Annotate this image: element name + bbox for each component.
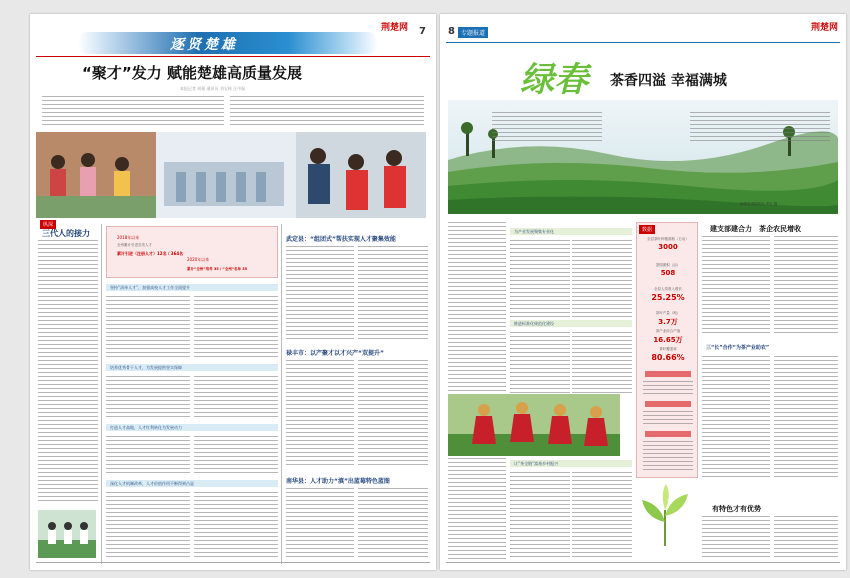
subhead-2: 三“长”合作“为茶产业助农” [706, 345, 770, 351]
article-column [286, 488, 354, 560]
column-divider [281, 224, 282, 564]
article-column [106, 436, 190, 476]
article-column [358, 360, 428, 468]
article-column [448, 222, 506, 562]
sidebar-label: 数据 [639, 225, 655, 234]
page-number: 7 [419, 26, 426, 37]
article-column [572, 240, 632, 320]
section-bar: 培养优秀骨干人才，为发展提供坚实保障 [106, 364, 278, 371]
stat-value: 3000 [658, 243, 678, 251]
subhead-2: 武定县：“组团式”帮扶实现人才聚集效能 [286, 236, 396, 243]
article-column [702, 516, 770, 560]
intro-text [690, 112, 830, 142]
stat-value: 3.7万 [658, 318, 678, 326]
article-column [38, 240, 98, 502]
title-line: 茶香四溢 幸福满城 [610, 73, 727, 89]
masthead: 荆楚网 [380, 23, 408, 33]
highlight-box: 2018年以来 全州累计引进各类人才 累计引进（注册人才）12名 / 364名 2020年以来 累计“全州”培养 35 / “全州”名单 35 [106, 226, 278, 278]
page-footer [36, 562, 430, 567]
intro-text [42, 96, 224, 128]
column-divider [101, 224, 102, 564]
stat-value: 508 [660, 269, 676, 277]
header-rule [36, 56, 430, 57]
article-column [286, 246, 354, 342]
subhead-1: 三代人的接力 [42, 229, 90, 238]
article-column [510, 472, 570, 560]
photo-caption: 绿春县茶园风光 李宏 摄 [740, 202, 778, 206]
page-footer [446, 562, 840, 567]
section-bar: 推进标准化规范化建设 [510, 320, 632, 327]
article-column [194, 296, 278, 360]
page-headline: “聚才”发力 赋能楚雄高质量发展 [82, 64, 302, 82]
stat-value: 16.65万 [653, 336, 683, 344]
article-column [702, 356, 770, 480]
lead-photo [36, 132, 426, 218]
article-column [194, 492, 278, 560]
section-bar: 为产业发展聚集专业化 [510, 228, 632, 235]
article-column [286, 360, 354, 468]
article-column [572, 472, 632, 560]
article-column [510, 332, 570, 394]
section-bar: 打造人才高地，人才红利转化为发展动力 [106, 424, 278, 431]
newspaper-page-left [30, 14, 436, 570]
subhead-4: 南华县：人才助力“滇”出蓝莓特色蓝图 [286, 478, 390, 485]
info-bar [645, 401, 691, 407]
header-rule [446, 42, 840, 43]
inline-photo [448, 394, 620, 456]
article-column [194, 376, 278, 420]
page-number: 8 [448, 26, 455, 37]
info-bar [645, 431, 691, 437]
article-column [358, 488, 428, 560]
inline-photo [38, 510, 96, 558]
byline: 本报记者 胡蔓 通讯员 刘宝林 汪中磊 [180, 86, 246, 91]
subhead-1: 建支部建合力 茶企农民增收 [710, 225, 801, 233]
article-column [572, 332, 632, 394]
masthead: 荆楚网 [810, 23, 838, 33]
article-column [774, 236, 838, 336]
newspaper-page-right [440, 14, 846, 570]
data-sidebar: 数据 全县茶叶种植面积（万亩） 3000 茶园面积（亩） 508 全县人均收入增长 25.25% 茶叶产量（吨） 3.7万 茶产业综合产值 16.65万 茶叶覆盖率 80.66% [636, 222, 698, 478]
stat-value: 25.25% [651, 293, 685, 302]
banner-title: 逐贤楚雄 [170, 37, 238, 53]
info-bar [645, 371, 691, 377]
section-bar: 让“茶全链”富裕乡村振兴 [510, 460, 632, 467]
stat-value: 80.66% [651, 353, 685, 362]
article-column [774, 516, 838, 560]
big-title: 绿春 [520, 60, 588, 100]
article-column [106, 376, 190, 420]
section-bar: 坚持“清单人才”，加强高校人才工作全面提升 [106, 284, 278, 291]
subhead-3: 有特色才有优势 [712, 505, 761, 513]
article-column [106, 492, 190, 560]
tea-sprout-photo [636, 482, 694, 548]
article-column [194, 436, 278, 476]
article-column [702, 236, 770, 336]
article-column [774, 356, 838, 480]
intro-text [230, 96, 424, 128]
article-column [106, 296, 190, 360]
article-column [358, 246, 428, 342]
subhead-3: 禄丰市：以产聚才以才兴产“双提升” [286, 350, 384, 357]
section-label: 纵深 [40, 220, 56, 229]
intro-text [492, 112, 602, 142]
section-tag: 专题报道 [458, 27, 488, 38]
article-column [510, 240, 570, 320]
section-bar: 深化人才机制改革，人才价值作用不断得到凸显 [106, 480, 278, 487]
